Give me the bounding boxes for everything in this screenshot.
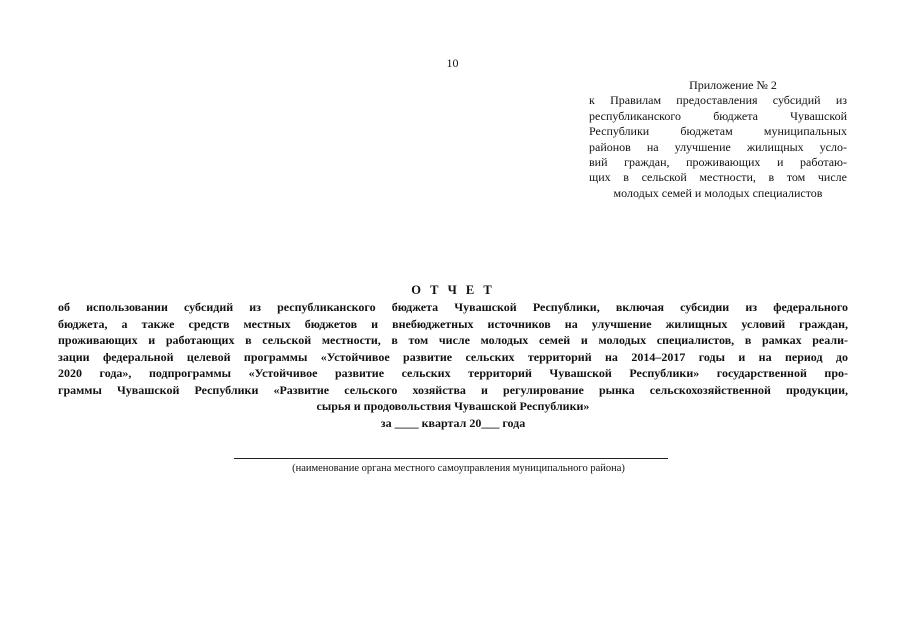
report-subtitle-line: 2020 года», подпрограммы «Устойчивое развитие сельских территорий Чувашской Республики» государственной про- bbox=[58, 366, 848, 380]
appendix-line: молодых семей и молодых специалистов bbox=[613, 185, 823, 200]
report-subtitle-line: зации федеральной целевой программы «Устойчивое развитие сельских территорий на 2014–2017 годы и на период до bbox=[58, 349, 848, 364]
appendix-block bbox=[589, 78, 847, 201]
org-name-caption: (наименование органа местного самоуправления муниципального района) bbox=[292, 463, 625, 474]
report-title: О Т Ч Е Т bbox=[411, 283, 495, 297]
report-period: за ____ квартал 20___ года bbox=[380, 415, 526, 430]
appendix-line: республиканского бюджета Чувашской bbox=[589, 108, 847, 123]
appendix-line: вий граждан, проживающих и работаю- bbox=[589, 155, 847, 170]
appendix-title: Приложение № 2 bbox=[689, 78, 777, 92]
report-subtitle-line: сырья и продовольствия Чувашской Республики» bbox=[316, 399, 590, 413]
appendix-line: щих в сельской местности, в том числе bbox=[589, 170, 847, 185]
org-name-fill-line bbox=[234, 458, 668, 459]
report-subtitle-line: об использовании субсидий из республиканского бюджета Чувашской Республики, включая субсидии из федерального bbox=[58, 300, 848, 314]
appendix-line: к Правилам предоставления субсидий из bbox=[589, 93, 847, 108]
appendix-line: Республики бюджетам муниципальных bbox=[589, 124, 847, 139]
report-heading bbox=[58, 282, 848, 431]
report-subtitle-line: бюджета, а также средств местных бюджетов и внебюджетных источников на улучшение жилищных условий граждан, bbox=[58, 316, 848, 331]
page-number: 10 bbox=[446, 56, 459, 70]
report-subtitle-line: граммы Чувашской Республики «Развитие сельского хозяйства и регулирование рынка сельскохозяйственной продукции, bbox=[58, 382, 848, 397]
report-subtitle-line: проживающих и работающих в сельской местности, в том числе молодых семей и молодых специалистов, в рамках реали- bbox=[58, 333, 848, 347]
appendix-line: районов на улучшение жилищных усло- bbox=[589, 139, 847, 154]
